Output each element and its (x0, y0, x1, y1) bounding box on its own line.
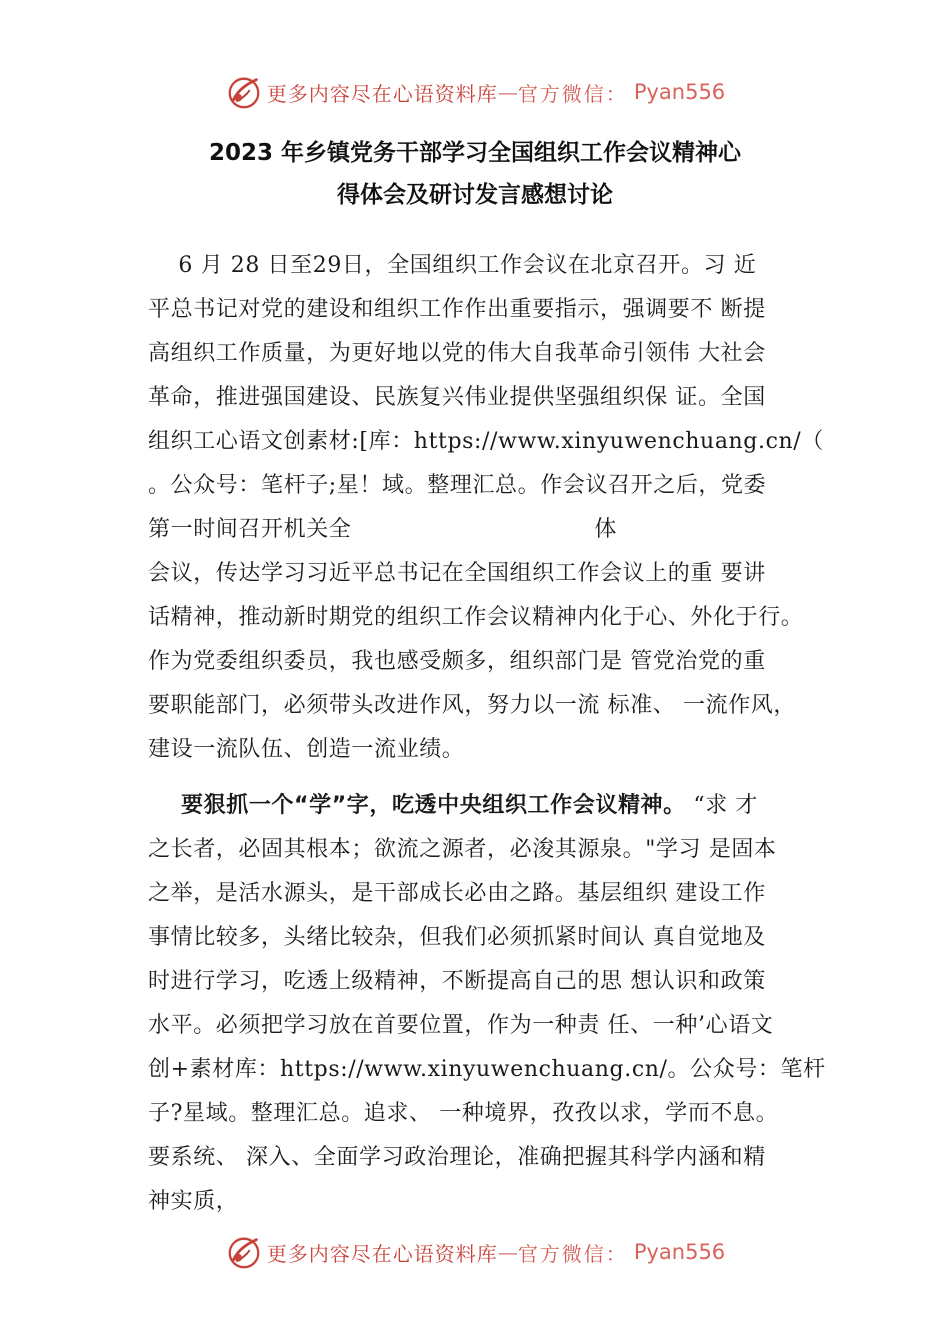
paragraph-2-line: 神实质， (148, 1189, 239, 1214)
paragraph-2-line: 要系统、 深入、全面学习政治理论，准确把握其科学内涵和精 (148, 1145, 766, 1170)
paragraph-2-first-line-tail: “求 才 (685, 793, 758, 818)
banner-separator: — (497, 80, 518, 104)
paragraph-2-line: 时进行学习，吃透上级精神，不断提高自己的思 想认识和政策 (148, 969, 766, 994)
paragraph-1-line: 第一时间召开机关全 体 (148, 517, 617, 542)
banner-text: 更多内容尽在心语资料库 (266, 81, 498, 106)
brush-logo-icon (225, 1233, 263, 1271)
banner-wechat-id: Pyan556 (633, 80, 726, 104)
paragraph-1-line: 话精神，推动新时期党的组织工作会议精神内化于心、外化于行。 (148, 605, 804, 630)
paragraph-2-first-line (148, 784, 858, 828)
paragraph-1-line: 作为党委组织委员，我也感受颇多，组织部门是 管党治党的重 (148, 649, 766, 674)
paragraph-2-line: 事情比较多，头绪比较杂，但我们必须抓紧时间认 真自觉地及 (148, 925, 766, 950)
footer-banner (0, 1232, 950, 1272)
section-heading: 要狠抓一个“学”字，吃透中央组织工作会议精神。 (148, 793, 686, 818)
brush-logo-icon (225, 73, 263, 111)
paragraph-1-line: 。公众号：笔杆子;星！域。整理汇总。作会议召开之后，党委 (148, 473, 767, 498)
paragraph-2-line: 子?星域。整理汇总。追求、 一种境界，孜孜以求，学而不息。 (148, 1101, 779, 1126)
paragraph-2-line: 之举，是活水源头，是干部成长必由之路。基层组织 建设工作 (148, 881, 766, 906)
banner-wechat-id: Pyan556 (633, 1240, 726, 1264)
banner-wechat-label: 官方微信： (517, 81, 628, 106)
banner-text: 更多内容尽在心语资料库 (266, 1241, 498, 1266)
document-title-line-2: 得体会及研讨发言感想讨论 (337, 182, 613, 208)
paragraph-1-line: 革命，推进强国建设、民族复兴伟业提供坚强组织保 证。全国 (148, 385, 766, 410)
paragraph-2-line: 之长者，必固其根本；欲流之源者，必浚其源泉。"学习 是固本 (148, 837, 777, 862)
paragraph-1-line: 要职能部门，必须带头改进作风，努力以一流 标准、 一流作风， (148, 693, 796, 718)
paragraph-2-line: 水平。必须把学习放在首要位置，作为一种责 任、一种’心语文 (148, 1013, 774, 1038)
paragraph-1-line: 建设一流队伍、创造一流业绩。 (148, 737, 465, 762)
paragraph-1-line: 6 月 28 日至29日，全国组织工作会议在北京召开。习 近 (148, 253, 757, 278)
document-title-line-1: 2023 年乡镇党务干部学习全国组织工作会议精神心 (208, 140, 742, 166)
banner-wechat-label: 官方微信： (517, 1241, 628, 1266)
paragraph-2-line: 创+素材库：https://www.xinyuwenchuang.cn/。公众号：笔杆 (148, 1057, 826, 1082)
paragraph-1-line: 高组织工作质量，为更好地以党的伟大自我革命引领伟 大社会 (148, 341, 766, 366)
paragraph-1-line: 平总书记对党的建设和组织工作作出重要指示，强调要不 断提 (148, 297, 766, 322)
paragraph-1-line: 组织工心语文创素材:[库：https://www.xinyuwenchuang.cn/（ (148, 429, 824, 454)
banner-separator: — (497, 1240, 518, 1264)
header-banner (0, 72, 950, 112)
paragraph-1-line: 会议，传达学习习近平总书记在全国组织工作会议上的重 要讲 (148, 561, 766, 586)
